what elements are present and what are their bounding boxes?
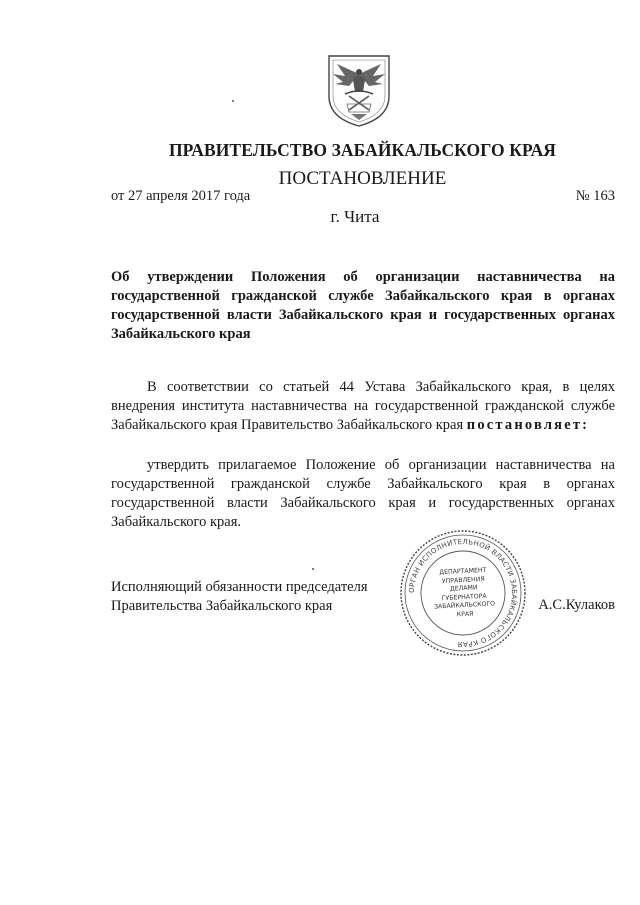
paragraph-2-text: утвердить прилагаемое Положение об организации наставничества на государственной гражданской службе Забайкальского края в органах государственной власти Забайкальского края и государственных органах Забайкальского края. [111, 457, 615, 530]
coat-of-arms-emblem [325, 52, 393, 128]
document-date: от 27 апреля 2017 года [111, 188, 251, 204]
stamp-line: ДЕЛАМИ [449, 584, 478, 593]
paragraph-1-text: В соответствии со статьей 44 Устава Забайкальского края, в целях внедрения института наставничества на государственной гражданской службе Забайкальского края Правительство Забайкальского края [111, 379, 615, 433]
stamp-line: УПРАВЛЕНИЯ [441, 575, 485, 585]
signer-position [111, 578, 368, 616]
stamp-line: КРАЯ [456, 610, 474, 619]
city: г. Чита [330, 207, 380, 226]
stamp-line: ДЕПАРТАМЕНТ [439, 566, 487, 577]
stamp-ring-text: ОРГАН ИСПОЛНИТЕЛЬНОЙ ВЛАСТИ ЗАБАЙКАЛЬСКОГО КРАЯ [407, 537, 519, 649]
stamp-inner-text [417, 566, 512, 622]
body-paragraph-2 [111, 456, 615, 532]
scan-dot [312, 568, 314, 570]
body-paragraph-1 [111, 378, 615, 435]
stamp-line: ГУБЕРНАТОРА [441, 592, 487, 602]
resolves-text: постановляет: [466, 417, 590, 433]
signer-position-line-2: Правительства Забайкальского края [111, 598, 333, 614]
document-subject: Об утверждении Положения об организации наставничества на государственной гражданской службе Забайкальского края в органах государственной власти Забайкальского края и государственных органах Забайкальского края [111, 269, 615, 342]
government-title: ПРАВИТЕЛЬСТВО ЗАБАЙКАЛЬСКОГО КРАЯ [168, 140, 557, 160]
stamp-line: ЗАБАЙКАЛЬСКОГО [433, 600, 496, 611]
scan-dot [232, 100, 234, 102]
document-number: № 163 [575, 188, 615, 204]
signer-position-line-1: Исполняющий обязанности председателя [111, 579, 368, 595]
document-type: ПОСТАНОВЛЕНИЕ [278, 168, 447, 189]
signer-name: А.С.Кулаков [538, 597, 615, 613]
